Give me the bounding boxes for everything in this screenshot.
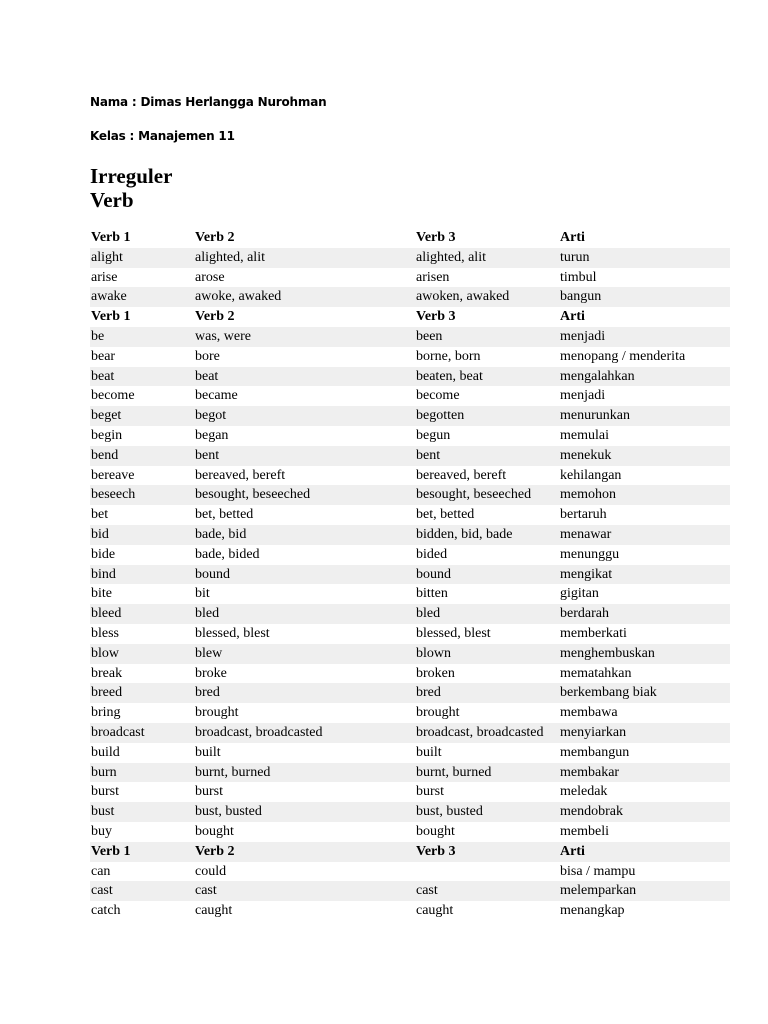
table-row [90,545,730,565]
verb1-cell: broadcast [90,723,194,743]
verb3-cell: been [415,327,559,347]
title-line-1: Irreguler [90,164,173,188]
header-verb3: Verb 3 [416,309,456,325]
table-row [90,426,730,446]
verb2-cell: besought, beseeched [194,485,415,505]
meaning-cell: berdarah [559,604,730,624]
verb3-cell: besought, beseeched [415,485,559,505]
header-meaning: Arti [559,842,730,862]
meaning-cell: memohon [559,485,730,505]
table-row [90,703,730,723]
table-row [90,862,730,882]
verb2-cell: bit [195,586,210,602]
verb2-cell: blew [194,644,415,664]
verb1-cell: cast [90,881,194,901]
verb3-cell: borne, born [416,348,481,364]
header-verb2: Verb 2 [194,842,415,862]
verb1-cell: bet [91,507,109,523]
meaning-cell: mendobrak [559,802,730,822]
table-row [90,525,730,545]
meaning-cell: membawa [560,705,618,721]
verb2-cell: broadcast, broadcasted [194,723,415,743]
verb3-cell: alighted, alit [415,248,559,268]
meaning-cell: bisa / mampu [560,863,636,879]
verb3-cell: built [416,744,442,760]
verb2-cell: cast [194,881,415,901]
verb1-cell: bring [91,705,121,721]
verb1-cell: bite [91,586,112,602]
meaning-cell: menyiarkan [559,723,730,743]
verb1-cell: break [91,665,123,681]
verb3-cell: blessed, blest [416,625,491,641]
verb3-cell: broadcast, broadcasted [415,723,559,743]
verb3-cell: broken [416,665,455,681]
verb1-cell: bid [90,525,194,545]
meaning-cell: menjadi [560,388,606,404]
table-row [90,386,730,406]
verb3-cell: bent [415,446,559,466]
verb2-cell: bust, busted [194,802,415,822]
table-row [90,644,730,664]
verb2-cell: broke [195,665,227,681]
meaning-cell: membakar [559,763,730,783]
table-row [90,485,730,505]
meaning-cell: bangun [559,287,730,307]
table-row [90,624,730,644]
meaning-cell: menjadi [559,327,730,347]
header-meaning: Arti [560,309,585,325]
verb3-cell: beaten, beat [415,367,559,387]
verb-table-body [90,228,730,921]
verb2-cell: began [195,427,229,443]
verb2-cell: blessed, blest [195,625,270,641]
table-row [90,287,730,307]
verb2-cell: brought [195,705,239,721]
header-verb1: Verb 1 [91,309,131,325]
verb1-cell: begin [91,427,123,443]
verb3-cell: burnt, burned [415,763,559,783]
verb3-cell: bitten [416,586,448,602]
verb2-cell: bled [194,604,415,624]
verb3-cell: bought [416,823,455,839]
table-row [90,822,730,842]
meaning-cell: melemparkan [559,881,730,901]
verb1-cell: become [91,388,135,404]
table-row [90,446,730,466]
verb1-cell: bless [91,625,119,641]
verb2-cell: bore [195,348,220,364]
verb3-cell: bound [415,565,559,585]
verb1-cell: bear [91,348,116,364]
verb3-cell: burst [416,784,444,800]
table-row [90,268,730,288]
verb1-cell: arise [91,269,118,285]
verb3-cell: bred [415,683,559,703]
table-row [90,743,730,763]
verb1-cell: breed [90,683,194,703]
verb3-cell: bereaved, bereft [416,467,507,483]
verb2-cell: was, were [194,327,415,347]
verb3-cell [415,862,559,882]
meaning-cell: menunggu [560,546,620,562]
meaning-cell: bertaruh [560,507,607,523]
table-row [90,347,730,367]
verb1-cell: bleed [90,604,194,624]
table-row [90,604,730,624]
verb3-cell: cast [415,881,559,901]
verb3-cell: become [416,388,460,404]
table-row [90,901,730,921]
verb2-cell: burnt, burned [194,763,415,783]
meaning-cell: memulai [560,427,609,443]
verb2-cell: bent [194,446,415,466]
verb3-cell: arisen [416,269,450,285]
verb2-cell: beat [194,367,415,387]
table-row [90,367,730,387]
meaning-cell: membangun [560,744,630,760]
table-row [90,505,730,525]
verb2-cell: alighted, alit [194,248,415,268]
meaning-cell: membeli [560,823,609,839]
verb1-cell: bind [90,565,194,585]
verb1-cell: be [90,327,194,347]
verb3-cell: bled [415,604,559,624]
verb2-cell: became [195,388,238,404]
header-verb3: Verb 3 [415,842,559,862]
meaning-cell: mematahkan [560,665,632,681]
verb2-cell: bet, betted [195,507,254,523]
verb3-cell: begotten [415,406,559,426]
verb1-cell: bust [90,802,194,822]
table-row [90,584,730,604]
meaning-cell: meledak [560,784,608,800]
verb3-cell: awoken, awaked [415,287,559,307]
header-verb1: Verb 1 [91,230,131,245]
table-row [90,664,730,684]
table-header-row [90,842,730,862]
verb2-cell: awoke, awaked [194,287,415,307]
verb1-cell: blow [90,644,194,664]
verb3-cell: bided [416,546,448,562]
table-row [90,802,730,822]
verb2-cell: begot [194,406,415,426]
verb3-cell: begun [416,427,451,443]
student-class-line: Kelas : Manajemen 11 [90,129,235,143]
meaning-cell: menawar [559,525,730,545]
verb1-cell: buy [91,823,112,839]
verb1-cell: alight [90,248,194,268]
verb2-cell: bade, bided [195,546,260,562]
verb2-cell: arose [195,269,225,285]
verb2-cell: bereaved, bereft [195,467,286,483]
verb2-cell: could [195,863,227,879]
table-row [90,881,730,901]
document-title [90,164,172,212]
meaning-cell: menghembuskan [559,644,730,664]
header-verb2: Verb 2 [195,309,235,325]
verb2-cell: bound [194,565,415,585]
verb2-cell: bade, bid [194,525,415,545]
verb1-cell: burst [91,784,119,800]
table-row [90,763,730,783]
meaning-cell: memberkati [560,625,627,641]
verb1-cell: build [91,744,120,760]
verb3-cell: bust, busted [415,802,559,822]
meaning-cell: menekuk [559,446,730,466]
verb1-cell: bend [90,446,194,466]
meaning-cell: menangkap [560,903,625,919]
verb1-cell: burn [90,763,194,783]
verb1-cell: catch [91,903,121,919]
meaning-cell: mengikat [559,565,730,585]
verb1-cell: bide [91,546,116,562]
meaning-cell: gigitan [560,586,599,602]
verb1-cell: awake [90,287,194,307]
verb2-cell: caught [195,903,233,919]
verb1-cell: can [91,863,111,879]
table-row [90,683,730,703]
meaning-cell: menurunkan [559,406,730,426]
verb2-cell: built [195,744,221,760]
table-row [90,782,730,802]
student-name-line: Nama : Dimas Herlangga Nurohman [90,95,327,109]
verb3-cell: bidden, bid, bade [415,525,559,545]
table-row [90,466,730,486]
meaning-cell: menopang / menderita [560,348,686,364]
verb1-cell: bereave [91,467,135,483]
verb1-cell: beseech [90,485,194,505]
meaning-cell: mengalahkan [559,367,730,387]
verb3-cell: blown [415,644,559,664]
table-row [90,723,730,743]
meaning-cell: timbul [560,269,597,285]
header-verb1: Verb 1 [90,842,194,862]
meaning-cell: berkembang biak [559,683,730,703]
table-header-row [90,307,730,327]
table-row [90,565,730,585]
verb2-cell: burst [195,784,223,800]
meaning-cell: turun [559,248,730,268]
verb2-cell: bought [195,823,234,839]
verb2-cell: bred [194,683,415,703]
header-verb2: Verb 2 [195,230,235,245]
verb1-cell: beget [90,406,194,426]
header-verb3: Verb 3 [416,230,456,245]
header-meaning: Arti [560,230,585,245]
table-header-row [90,228,730,248]
verb3-cell: brought [416,705,460,721]
irregular-verb-table [90,228,730,921]
table-row [90,406,730,426]
title-line-2: Verb [90,188,134,212]
meaning-cell: kehilangan [560,467,622,483]
verb3-cell: caught [416,903,454,919]
table-row [90,248,730,268]
verb1-cell: beat [90,367,194,387]
verb3-cell: bet, betted [416,507,475,523]
table-row [90,327,730,347]
